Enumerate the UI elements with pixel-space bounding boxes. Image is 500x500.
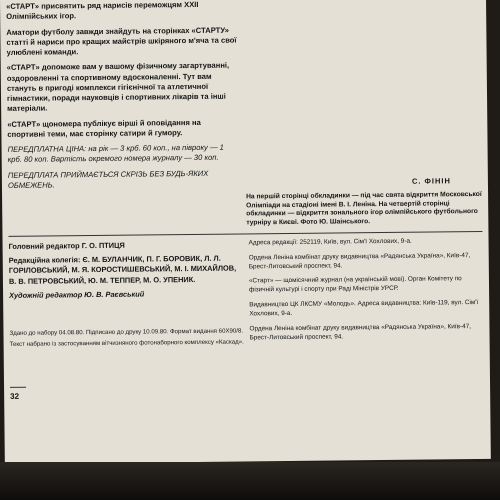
print-details: Здано до набору 04.08.80. Підписано до друку 10.09.80. Формат видання 60Х90/8. bbox=[9, 327, 244, 337]
magazine-about: «Старт» — щомісячний журнал (на українській мові). Орган Комітету по фізичній культурі і спорту при Раді Міністрів УРСР. bbox=[248, 275, 462, 294]
article-paragraph: «СТАРТ» присвятить ряд нарисів переможцям XXII Олімпійських ігор. bbox=[6, 0, 199, 22]
art-editor: Художній редактор Ю. В. Раєвський bbox=[9, 289, 145, 300]
editorial-address: Адреса редакції: 252119, Київ, вул. Сім'ї Хохлових, 9-а. bbox=[248, 237, 412, 247]
section-divider bbox=[8, 231, 482, 237]
typesetting-note: Текст набрано із застосуванням вітчизняного фотонаборного комплексу «Каскад». bbox=[9, 338, 244, 349]
printer: Ордена Леніна комбінат друку видавництва «Радянська Україна», Київ-47, Брест-Литовський проспект, 94. bbox=[249, 322, 472, 342]
background-surface bbox=[0, 462, 500, 500]
publisher: Видавництво ЦК ЛКСМУ «Молодь». Адреса видавництва: Київ-119, вул. Сім'ї Хохлових, 9-а. bbox=[249, 299, 479, 318]
article-paragraph: «СТАРТ» щономера публікує вірші й оповідання на спортивні теми, має сторінку сатири й гумору. bbox=[7, 117, 201, 139]
printing-house: Ордена Леніна комбінат друку видавництва «Радянська Україна», Київ-47, Брест-Литовський проспект, 94. bbox=[248, 251, 471, 271]
subscription-price: ПЕРЕДПЛАТНА ЦІНА: на рік — 3 крб. 60 коп., на півроку — 1 крб. 80 коп. Вартість окремого номера журналу — 30 коп. bbox=[7, 142, 224, 165]
cover-photo-caption: На першій сторінці обкладинки — під час свята відкриття Московської Олімпіади на стадіоні імені В. І. Леніна. На четвертій сторінці обкладинки — відкриття зонального ігор олімпійського футбольного турніру в Києві. Фото Ю. Шаінського. bbox=[246, 190, 482, 227]
article-left-column bbox=[6, 0, 240, 196]
editor-in-chief: Головний редактор Г. О. ПТИЦЯ bbox=[8, 240, 125, 251]
editorial-board-members: Редакційна колегія: Є. М. БУЛАНЧИК, П. Г. БОРОВИК, Л. Л. ГОРІЛОВСЬКИЙ, М. Я. КОРОСТИШЕВСЬКИЙ, М. І. МИХАЙЛОВ, В. В. ПЕТРОВСЬКИЙ, Ю. М. ТЕППЕР, М. О. УПЕНИК. bbox=[8, 253, 237, 286]
editorial-board bbox=[9, 239, 246, 305]
article-paragraph: Аматори футболу завжди знайдуть на сторінках «СТАРТУ» статті й нариси про кращих майстрів шкіряного м'яча та свої улюблені команди. bbox=[6, 25, 237, 57]
article-signature: С. ФІНІН bbox=[411, 176, 451, 186]
edition-details bbox=[9, 327, 245, 352]
subscription-note: ПЕРЕДПЛАТА ПРИЙМАЄТЬСЯ СКРІЗЬ БЕЗ БУДЬ-ЯКИХ ОБМЕЖЕНЬ. bbox=[7, 168, 209, 190]
article-paragraph: «СТАРТ» допоможе вам у вашому фізичному загартуванні, оздоровленні та спортивному вдосконаленні. Тут вам стануть в пригоді комплекси гігієнічної та атлетичної гімнастики, поради науковців і спортивних лікарів та інші матеріали. bbox=[6, 60, 230, 114]
publisher-info bbox=[249, 237, 484, 349]
page-number: 32 bbox=[10, 391, 20, 401]
